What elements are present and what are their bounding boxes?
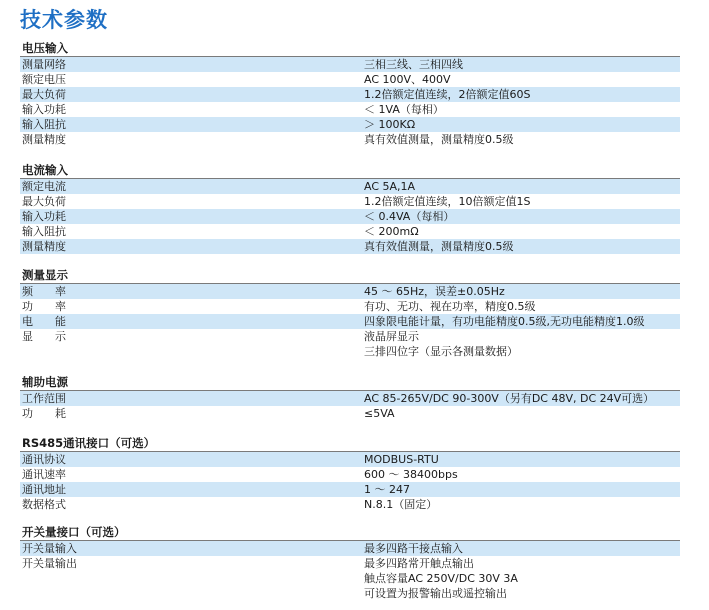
- spec-section: [20, 375, 680, 421]
- spec-row: [20, 72, 680, 87]
- spec-value: 600 ～ 38400bps: [364, 468, 458, 481]
- spec-value: 1.2倍额定值连续，10倍额定值1S: [364, 195, 531, 208]
- spec-label: 额定电流: [22, 180, 66, 193]
- spec-value: 1.2倍额定值连续，2倍额定值60S: [364, 88, 531, 101]
- spec-row: [20, 329, 680, 344]
- spec-row: [20, 391, 680, 406]
- spec-value: 1 ～ 247: [364, 483, 410, 496]
- spec-row: [20, 117, 680, 132]
- spec-label: 输入阻抗: [22, 118, 66, 131]
- spec-value: 四象限电能计量，有功电能精度0.5级,无功电能精度1.0级: [364, 315, 645, 328]
- spec-value: AC 5A,1A: [364, 180, 416, 193]
- spec-row: [20, 87, 680, 102]
- spec-label: 通讯地址: [22, 483, 66, 496]
- section-heading: 电流输入: [20, 163, 680, 179]
- spec-label: 数据格式: [22, 498, 66, 511]
- spec-label: 频 率: [22, 285, 66, 298]
- spec-label: 输入功耗: [22, 103, 66, 116]
- spec-value: ＜ 200mΩ: [364, 225, 419, 238]
- spec-value: ＞ 100KΩ: [364, 118, 416, 131]
- spec-row: [20, 406, 680, 421]
- spec-label: 显 示: [22, 330, 66, 343]
- spec-value: MODBUS-RTU: [364, 453, 439, 466]
- spec-row: [20, 102, 680, 117]
- spec-label: 功 耗: [22, 407, 66, 420]
- spec-row: [20, 452, 680, 467]
- spec-row: [20, 239, 680, 254]
- spec-label: 输入阻抗: [22, 225, 66, 238]
- spec-value: 可设置为报警输出或遥控输出: [364, 587, 507, 600]
- spec-section: [20, 163, 680, 254]
- spec-row: [20, 497, 680, 512]
- spec-value: AC 100V、400V: [364, 73, 451, 86]
- spec-row: [20, 179, 680, 194]
- spec-row: [20, 344, 680, 359]
- spec-value: ≤5VA: [364, 407, 395, 420]
- spec-label: 额定电压: [22, 73, 66, 86]
- spec-label: 测量网络: [22, 58, 66, 71]
- section-heading: 电压输入: [20, 41, 680, 57]
- spec-row: [20, 556, 680, 571]
- section-heading: 开关量接口（可选）: [20, 525, 680, 541]
- spec-value: 最多四路干接点输入: [364, 542, 463, 555]
- spec-value: ＜ 1VA（每相）: [364, 103, 444, 116]
- spec-row: [20, 541, 680, 556]
- spec-value: 真有效值测量，测量精度0.5级: [364, 133, 514, 146]
- spec-label: 通讯速率: [22, 468, 66, 481]
- spec-value: AC 85-265V/DC 90-300V（另有DC 48V, DC 24V可选）: [364, 392, 655, 405]
- spec-value: 液晶屏显示: [364, 330, 419, 343]
- spec-value: 触点容量AC 250V/DC 30V 3A: [364, 572, 518, 585]
- spec-label: 测量精度: [22, 240, 66, 253]
- spec-row: [20, 571, 680, 586]
- page-title: 技术参数: [20, 8, 108, 32]
- spec-row: [20, 314, 680, 329]
- spec-row: [20, 57, 680, 72]
- spec-value: 真有效值测量，测量精度0.5级: [364, 240, 514, 253]
- spec-value: ＜ 0.4VA（每相）: [364, 210, 455, 223]
- spec-row: [20, 299, 680, 314]
- spec-row: [20, 586, 680, 601]
- spec-section: [20, 268, 680, 359]
- spec-value: 三排四位字（显示各测量数据）: [364, 345, 518, 358]
- section-heading: 辅助电源: [20, 375, 680, 391]
- section-heading: RS485通讯接口（可选）: [20, 436, 680, 452]
- spec-label: 通讯协议: [22, 453, 66, 466]
- spec-section: [20, 436, 680, 512]
- spec-row: [20, 284, 680, 299]
- spec-label: 功 率: [22, 300, 66, 313]
- spec-label: 测量精度: [22, 133, 66, 146]
- spec-label: 输入功耗: [22, 210, 66, 223]
- spec-label: 开关量输入: [22, 542, 77, 555]
- spec-row: [20, 209, 680, 224]
- spec-label: 最大负荷: [22, 195, 66, 208]
- section-heading: 测量显示: [20, 268, 680, 284]
- spec-row: [20, 467, 680, 482]
- spec-row: [20, 224, 680, 239]
- spec-value: N.8.1（固定）: [364, 498, 438, 511]
- spec-value: 最多四路常开触点输出: [364, 557, 474, 570]
- spec-value: 三相三线、三相四线: [364, 58, 463, 71]
- spec-value: 45 ～ 65Hz，误差±0.05Hz: [364, 285, 505, 298]
- spec-row: [20, 482, 680, 497]
- spec-label: 最大负荷: [22, 88, 66, 101]
- spec-section: [20, 525, 680, 601]
- spec-label: 电 能: [22, 315, 66, 328]
- spec-section: [20, 41, 680, 147]
- spec-label: 工作范围: [22, 392, 66, 405]
- spec-value: 有功、无功、视在功率，精度0.5级: [364, 300, 536, 313]
- spec-label: 开关量输出: [22, 557, 77, 570]
- spec-row: [20, 132, 680, 147]
- spec-row: [20, 194, 680, 209]
